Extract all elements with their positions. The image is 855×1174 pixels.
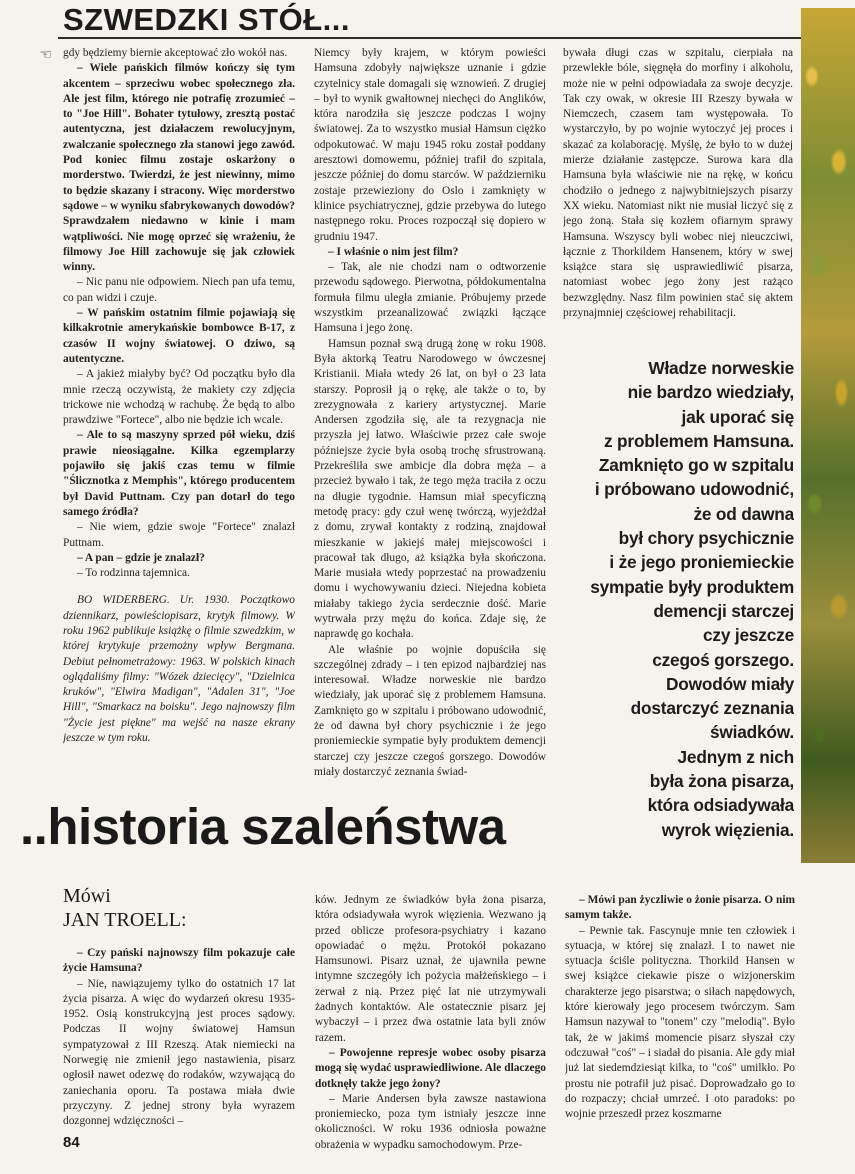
paragraph: gdy będziemy biernie akceptować zło wokół nas. — [63, 47, 288, 59]
page-number: 84 — [63, 1134, 80, 1151]
pull-quote-line: że od dawna — [693, 503, 794, 524]
paragraph: – Powojenne represje wobec osoby pisarza mogą się wydać usprawiedliwione. Ale dlaczego dotknęły także jego żony? — [315, 1046, 546, 1090]
pull-quote-line: była żona pisarza, — [649, 771, 794, 792]
paragraph: – Ale to są maszyny sprzed pół wieku, dziś prawie nieosiągalne. Kilka egzemplarzy pojawiło się jakiś czas temu w filmie "Ślicznotka z Memphis", którego producentem był David Puttnam. Czy pan dotarł do tego samego źródła? — [63, 429, 295, 518]
section-title: SZWEDZKI STÓŁ... — [63, 2, 350, 37]
pull-quote-line: sympatie były produktem — [590, 576, 794, 597]
paragraph: – Marie Andersen była zawsze nastawiona proniemiecko, poza tym istniały jeszcze inne okoliczności. W roku 1936 odniosła poważne obrażenia w wypadku samochodowym. Prze- — [315, 1092, 546, 1151]
interview-column-1 — [63, 946, 295, 1141]
paragraph: – Wiele pańskich filmów kończy się tym akcentem – sprzeciwu wobec społecznego zła. Ale jest film, którego nie potrafię zrozumieć – to "Joe Hill". Bohater tytułowy, zresztą postać autentyczna, jest działaczem rewolucyjnym, zwalczanie społecznego zła stanowi jego zawód. Pod koniec filmu zostaje oskarżony o morderstwo. Twierdzi, że jest niewinny, mimo to będzie skazany i stracony. Więc morderstwo sądowe – w wyniku sfabrykowanych dowodów? Sprawdzałem niedawno w kinie i mam wątpliwości. Nie mogę oprzeć się wrażeniu, że filmowy Joe Hill zachowuje się jak człowiek winny. — [63, 62, 295, 274]
paragraph: – Nie wiem, gdzie swoje "Fortece" znalazł Puttnam. — [63, 521, 295, 549]
paragraph: – Nic panu nie odpowiem. Niech pan ufa temu, co pan widzi i czuje. — [63, 276, 295, 304]
pointing-hand-icon: ☞ — [39, 47, 52, 63]
paragraph: BO WIDERBERG. Ur. 1930. Początkowo dziennikarz, powieściopisarz, krytyk filmowy. W roku 1962 publikuje książkę o filmie szwedzkim, w której krytykuje przemożny wpływ Bergmana. Debiut pełnometrażowy: 1963. W polskich kinach oglądaliśmy filmy: "Wózek dziecięcy", "Dzielnica kruków", "Elwira Madigan", "Adalen 31", "Joe Hill", "Smarkacz na boisku". Jego najnowszy film "Życie jest piękne" ma wejść na nasze ekrany jeszcze w tym roku. — [63, 594, 295, 745]
article-column-1 — [63, 46, 295, 836]
pull-quote-line: był chory psychicznie — [618, 528, 794, 549]
pull-quote-line: Zamknięto go w szpitalu — [598, 455, 794, 476]
header-rule — [58, 37, 810, 39]
foliage-photo — [801, 8, 855, 863]
pull-quote-line: z problemem Hamsuna. — [604, 430, 794, 451]
pull-quote-line: i że jego proniemieckie — [609, 552, 794, 573]
pull-quote-line: i próbowano udowodnić, — [594, 479, 794, 500]
paragraph: Hamsun poznał swą drugą żonę w roku 1908. Była aktorką Teatru Narodowego w ówczesnej Kristianii. Miała wtedy 26 lat, on był o 23 lata starszy. Poprosił ją o rękę, ale także o to, by zrezygnowała z kariery artystycznej. Marie Andersen zgodziła się, ale ta rezygnacja nie przyszła jej łatwo. Właściwie przez całe swoje późniejsze życie była osobą trochę sfrustrowaną. Przekreśliła swe ambicje dla dobra męża – a przecież bywało i tak, że tego męża traciła z oczu na długie tygodnie. Hamsun miał specyficzną metodę pracy: gdy czuł wenę twórczą, wyjeżdżał z domu, zrywał kontakty z rodziną, znajdował mieszkanie w jakiejś małej miejscowości i pracował tak długo, aż książka była skończona. Marie musiała wtedy poprzestać na prowadzeniu domu i wychowywaniu dzieci. Niejedna kobieta miałaby takiego życia serdecznie dość. Marie wytrwała przy mężu do końca. Zdaje się, że naprawdę go kochała. — [314, 337, 546, 641]
pull-quote-line: czegoś gorszego. — [652, 649, 794, 670]
pull-quote-line: nie bardzo wiedziały, — [627, 382, 794, 403]
author-intro: Mówi — [63, 885, 111, 907]
article-column-2 — [314, 46, 546, 834]
pull-quote-line: wyrok więzienia. — [661, 819, 794, 840]
paragraph: – A jakież miałyby być? Od początku było dla mnie rzeczą oczywistą, że makiety czy zdjęcia trickowe nie wchodzą w rachubę. Że będą to albo prawdziwe "Fortece", albo nie będzie ich wcale. — [63, 368, 295, 427]
pull-quote — [548, 356, 794, 868]
pull-quote-line: demencji starczej — [653, 600, 794, 621]
article-column-3 — [563, 46, 793, 336]
interviewee-heading — [63, 884, 293, 932]
paragraph: – I właśnie o nim jest film? — [328, 245, 459, 258]
paragraph: Ale właśnie po wojnie dopuściła się szczególnej zdrady – i ten epizod najbardziej nas interesował. Władze norweskie nie bardzo wiedziały, jak uporać się z problemem Hamsuna. Zamknięto go w szpitalu i próbowano udowodnić, że od dawna był chory psychicznie i że jego proniemieckie sympatie były produktem demencji starczej czy jeszcze czegoś gorszego. Dowodów miały dostarczyć zeznania świad- — [314, 643, 546, 778]
paragraph: Niemcy były krajem, w którym powieści Hamsuna zdobyły największe uznanie i gdzie czytelnicy stale domagali się wznowień. Z drugiej – był to wynik gwałtownej niechęci do Anglików, która narodziła się jeszcze podczas I wojny światowej. Za to wszystko musiał Hamsun ciężko odpokutować. W maju 1945 roku został poddany aresztowi domowemu, później trafił do szpitala, jeszcze później do domu starców. W październiku zostaje przewieziony do Oslo i zamknięty w klinice psychiatrycznej, gdzie przebywa do lutego następnego roku. Proces rozpoczął się dopiero w grudniu 1947. — [314, 47, 546, 243]
pull-quote-line: czy jeszcze — [703, 625, 794, 646]
paragraph: – To rodzinna tajemnica. — [77, 567, 190, 580]
author-name: JAN TROELL: — [63, 909, 187, 931]
paragraph: – W pańskim ostatnim filmie pojawiają się kilkakrotnie amerykańskie bombowce B-17, z czasów II wojny światowej. O dziwo, są autentyczne. — [63, 307, 295, 365]
article-title: ..historia szaleństwa — [20, 798, 506, 855]
interview-column-3 — [565, 893, 795, 1158]
pull-quote-line: Dowodów miały — [666, 673, 794, 694]
paragraph: – Pewnie tak. Fascynuje mnie ten człowiek i sytuacja, w której się znalazł. I to nawet nie sytuacja ściśle polityczna. Thorkild Hansen w swej książce ciekawie pisze o wizjonerskim charakterze jego pisarstwa; o siłach napędowych, które kierowały jego procesem twórczym. Sam Hamsun nazywał to "tonem" czy "melodią". Było tak, że w jakimś momencie pisarz słyszał czy odczuwał "coś" – i siadał do pisania. Ale gdy miał już lat siedemdziesiąt kilka, to "coś" umilkło. Po prostu nie potrafił już pisać. Doprowadzało go to do rozpaczy; chciał umrzeć. I oto paradoks: po wojnie przeszedł przez koszmarne — [565, 924, 795, 1121]
paragraph: – Czy pański najnowszy film pokazuje całe życie Hamsuna? — [63, 947, 295, 975]
pull-quote-line: Jednym z nich — [677, 746, 794, 767]
paragraph: – A pan – gdzie je znalazł? — [77, 551, 205, 564]
pull-quote-line: jak uporać się — [681, 406, 794, 427]
paragraph: – Mówi pan życzliwie o żonie pisarza. O nim samym także. — [565, 894, 795, 922]
paragraph: – Tak, ale nie chodzi nam o odtworzenie przewodu sądowego. Pierwotna, półdokumentalna formuła filmu uległa zmianie. Próbujemy przede wszystkim przeanalizować związki łączące Hamsuna i jego żonę. — [314, 261, 546, 335]
paragraph: bywała długi czas w szpitalu, cierpiała na przewlekłe bóle, sięgnęła do morfiny i alkoholu, może nie w pełni odpowiadała za swoje decyzje. Tak czy owak, w okresie III Rzeszy bywała w Niemczech, czasem tam występowała. To wystarczyło, by po wojnie wytoczyć jej proces i skazać za kolaborację. Myślę, że było to w dużej mierze działanie zastępcze. Surowa kara dla Hamsuna była właściwie nie na rękę, w końcu chodziło o jednego z najwybitniejszych pisarzy XX wieku. Natomiast nikt nie musiał liczyć się z jego żoną. Stała się kozłem ofiarnym sprawy Hamsuna. Wszyscy byli wobec niej nieuczciwi, łącznie z Thorkildem Hansenem, który w swej książce stara się usprawiedliwić pisarza, natomiast wobec jego żony jest rażąco bezwzględny. Nasz film powinien stać się aktem przynajmniej częściowej rehabilitacji. — [563, 47, 793, 320]
pull-quote-line: dostarczyć zeznania — [630, 698, 794, 719]
pull-quote-line: Władze norweskie — [648, 358, 794, 378]
pull-quote-line: świadków. — [710, 722, 794, 743]
paragraph: – Nie, nawiązujemy tylko do ostatnich 17 lat życia pisarza. A więc do wydarzeń okresu 1935-1952. Osią konstrukcyjną jest proces sądowy. Podczas II wojny światowej Hamsun sympatyzował z III Rzeszą. Atak niemiecki na Norwegię nie zmienił jego nastawienia, pisarz ogłosił nawet odezwę do rodaków, wzywającą do zaniechania oporu. Ta postawa miała dwie przyczyny. Z jednej strony była wyrazem dozgonnej wdzięczności – — [63, 977, 295, 1128]
interview-column-2 — [315, 893, 546, 1158]
paragraph: ków. Jednym ze świadków była żona pisarza, która odsiadywała wyrok więzienia. Wezwano ją przed oblicze profesora-psychiatry i kazano opowiadać o mężu. Protokół pokazano Hamsunowi. Pisarz uznał, że ujawniła pewne intymne szczegóły ich pożycia małżeńskiego – i zerwał z nią. Przez pięć lat nie utrzymywali żadnych kontaktów. Ale ostatecznie pisarz jej wybaczył – i przez dwa ostatnie lata byli znów razem. — [315, 894, 546, 1044]
pull-quote-line: która odsiadywała — [647, 795, 794, 816]
